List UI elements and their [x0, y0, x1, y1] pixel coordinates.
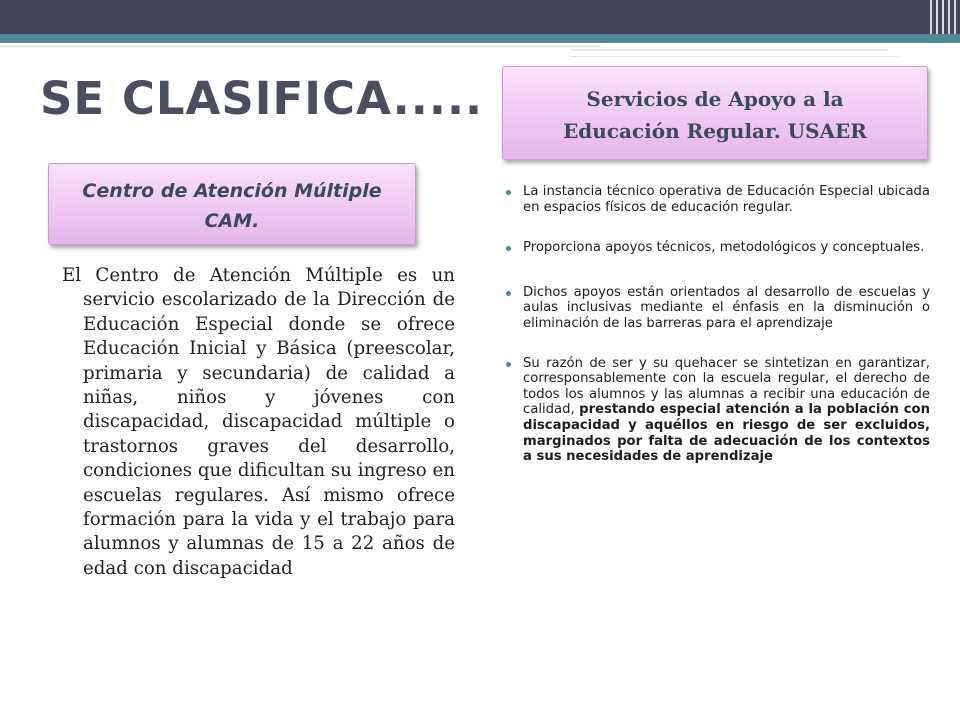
top-accent-bar — [0, 34, 960, 43]
cam-description — [62, 264, 455, 581]
list-item — [506, 240, 930, 256]
corner-stripes — [924, 0, 960, 34]
list-item — [506, 285, 930, 332]
cam-heading-line1: Centro de Atención Múltiple — [82, 180, 382, 202]
cam-heading-box — [48, 163, 416, 245]
cam-description-text: El Centro de Atención Múltiple es un servicio escolarizado de la Dirección de Educación Especial donde se ofrece Educación Inicial y Básica (preescolar, primaria y secundaria) de calidad a niñas, niños y jóvenes con discapacidad, discapacidad múltiple o trastornos graves del desarrollo, condiciones que dificultan su ingreso en escuelas regulares. Así mismo ofrece formación para la vida y el trabajo para alumnos y alumnas de 15 a 22 años de edad con discapacidad — [62, 265, 455, 579]
usaer-heading-line1: Servicios de Apoyo a la — [586, 87, 844, 111]
bullet-text: Dichos apoyos están orientados al desarrollo de escuelas y aulas inclusivas mediante el énfasis en la disminución o eliminación de las barreras para el aprendizaje — [523, 284, 930, 331]
usaer-bullet-list — [506, 184, 930, 465]
bullet-icon — [506, 362, 511, 367]
bullet-bold-text: prestando especial atención a la población con discapacidad y aquéllos en riesgo de ser excluidos, marginados por falta de adecuación de los contextos a sus necesidades de aprendizaje — [523, 402, 930, 465]
header-decor-line — [570, 49, 888, 51]
usaer-heading-box — [502, 66, 928, 160]
list-item — [506, 356, 930, 465]
bullet-text: Su razón de ser y su quehacer se sintetizan en garantizar, corresponsablemente con la escuela regular, el derecho de todos los alumnos y las alumnas a recibir una educación de calidad, — [523, 355, 930, 418]
list-item — [506, 184, 930, 215]
bullet-text: La instancia técnico operativa de Educación Especial ubicada en espacios físicos de educación regular. — [523, 184, 930, 215]
bullet-text: Proporciona apoyos técnicos, metodológicos y conceptuales. — [523, 240, 925, 256]
header-decor-line — [570, 56, 900, 57]
bullet-icon — [506, 190, 511, 195]
header-decor-line — [0, 45, 600, 47]
usaer-heading-line2: Educación Regular. USAER — [563, 119, 867, 143]
bullet-icon — [506, 246, 511, 251]
slide-title: SE CLASIFICA..... — [40, 72, 484, 125]
top-bar — [0, 0, 960, 34]
bullet-icon — [506, 291, 511, 296]
cam-heading-line2: CAM. — [204, 210, 260, 232]
